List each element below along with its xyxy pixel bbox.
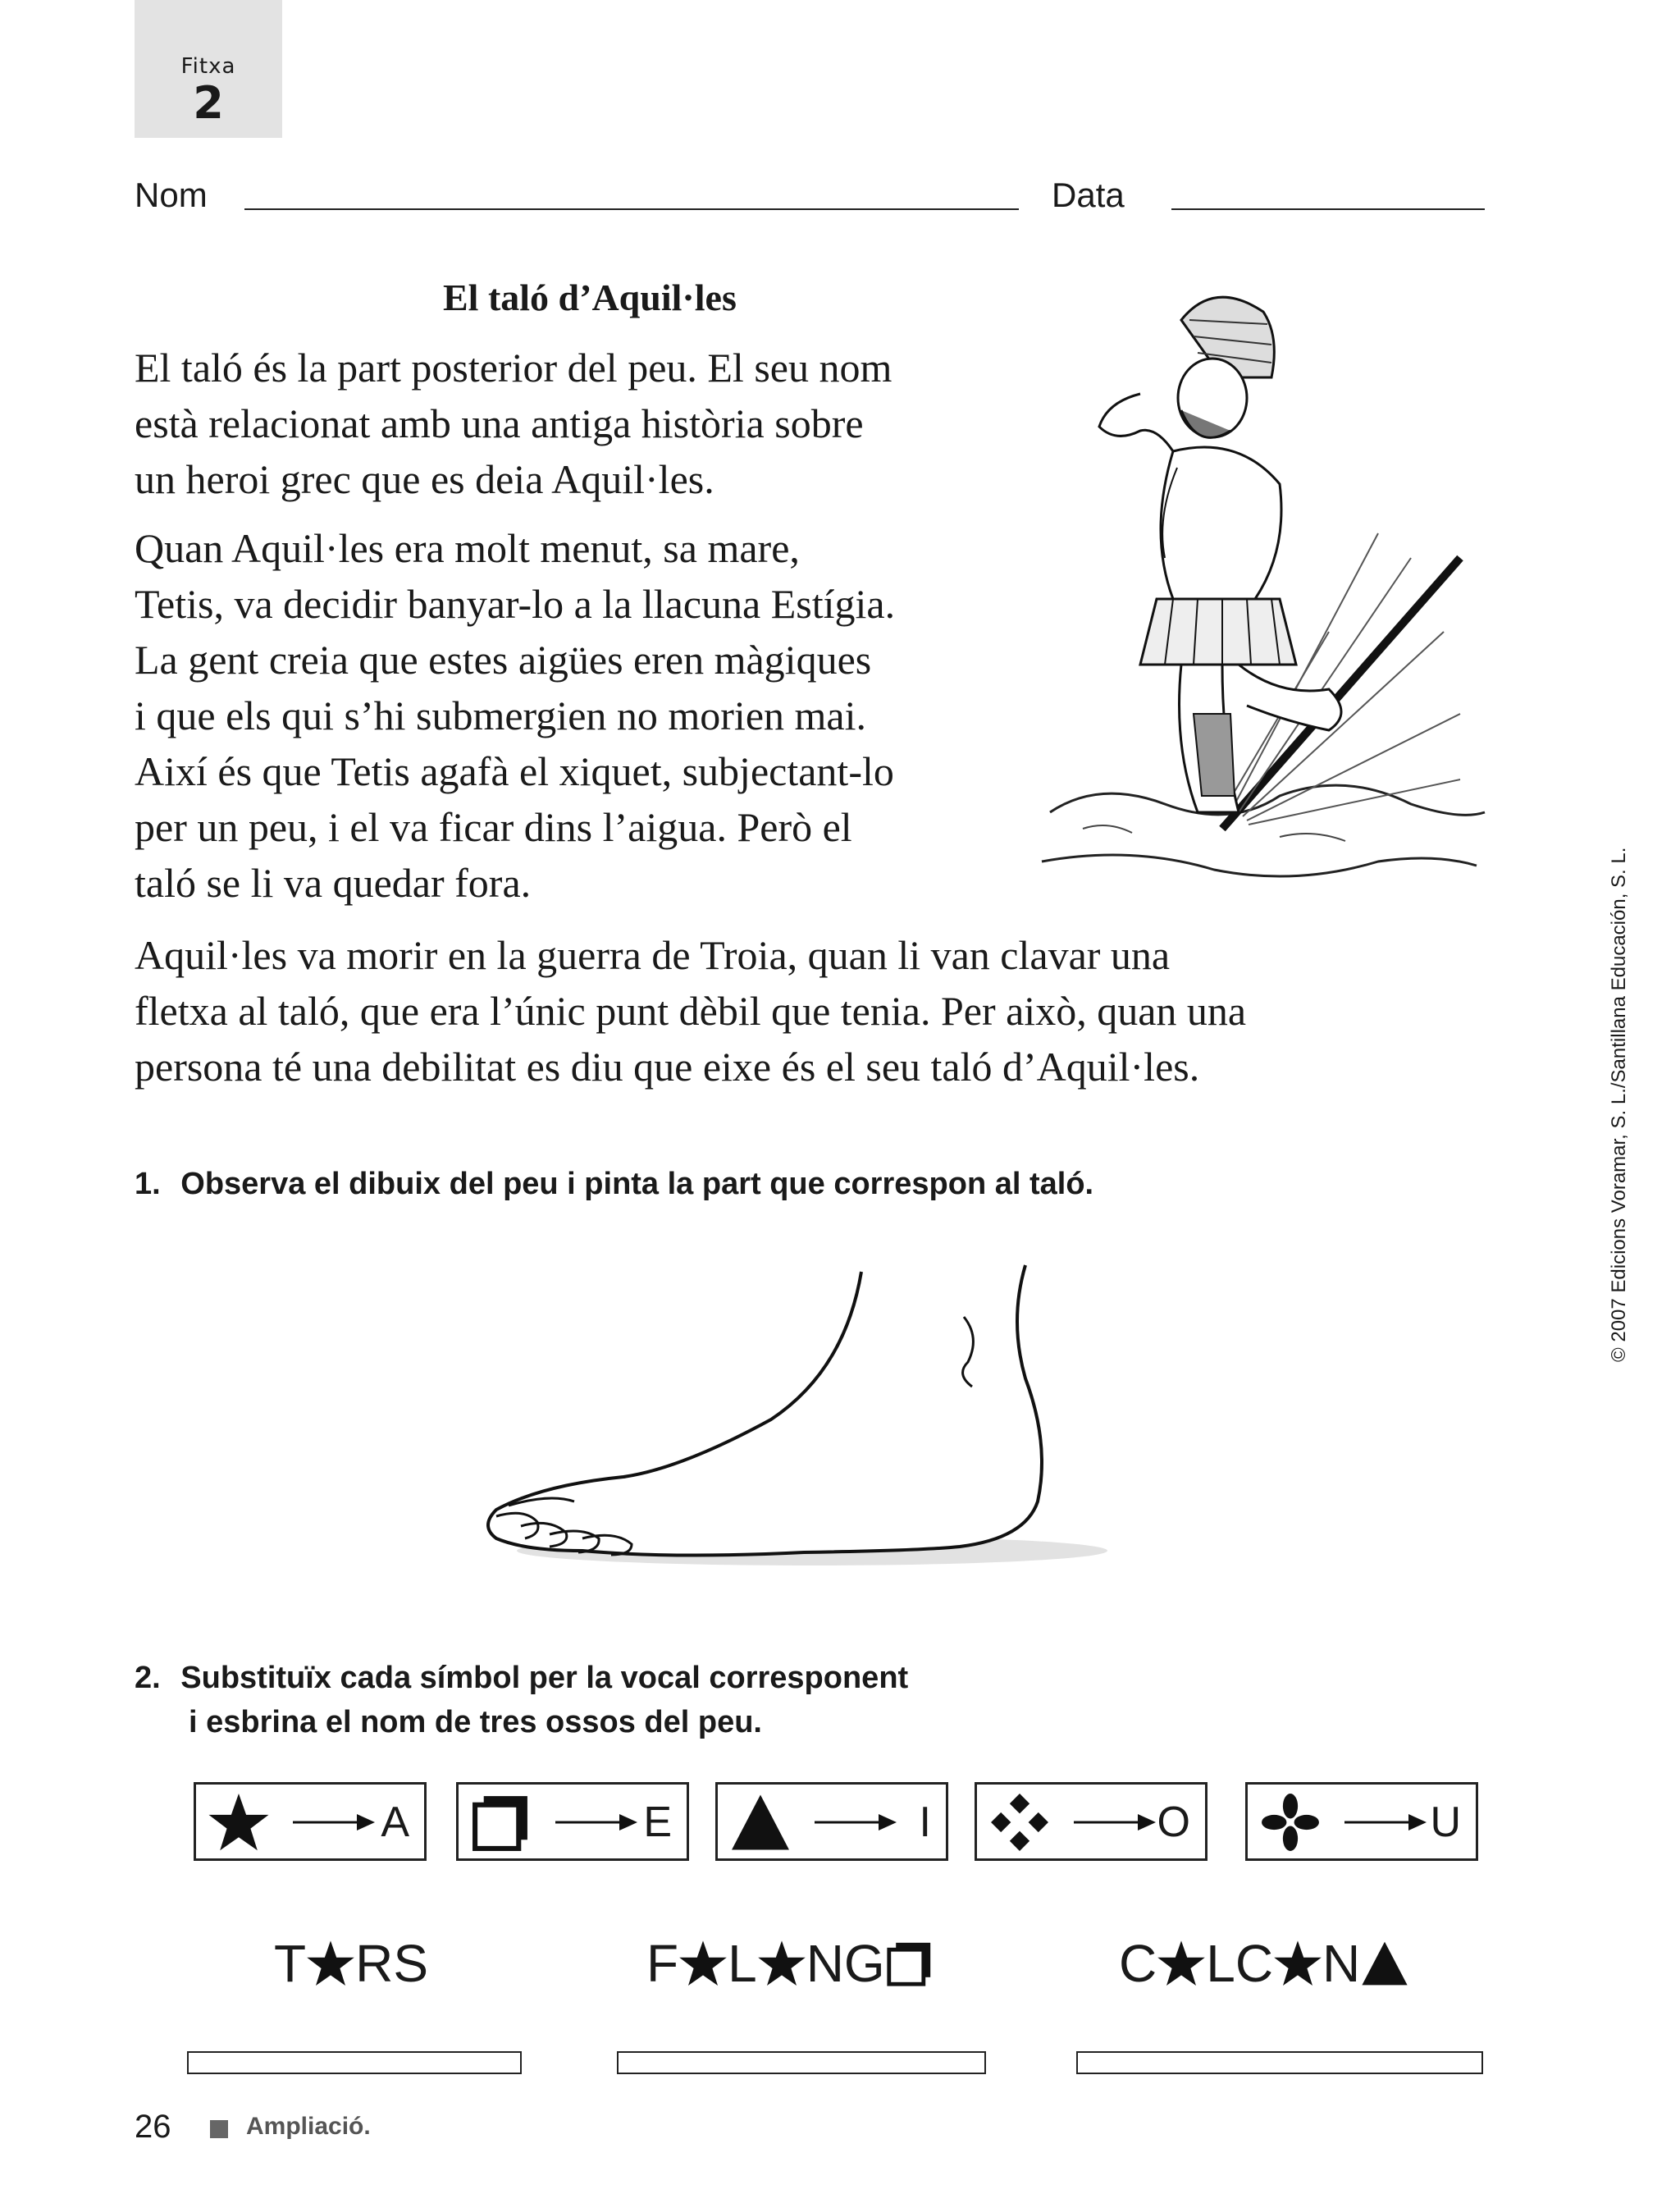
code-key-o bbox=[975, 1782, 1208, 1861]
answer-field-1[interactable] bbox=[187, 2051, 522, 2074]
question-text: Observa el dibuix del peu i pinta la part que correspon al taló. bbox=[180, 1167, 1094, 1201]
vowel-label: U bbox=[1430, 1799, 1461, 1846]
diamond-cluster-icon bbox=[988, 1791, 1051, 1853]
text-line: La gent creia que estes aigües eren màgiques bbox=[135, 637, 872, 683]
text-line: El taló és la part posterior del peu. El seu nom bbox=[135, 345, 892, 391]
text-line: un heroi grec que es deia Aquil·les. bbox=[135, 456, 714, 502]
paragraph-1 bbox=[135, 340, 892, 507]
arrow-icon bbox=[1074, 1812, 1156, 1832]
footer-square-icon bbox=[210, 2120, 228, 2138]
word-part: T bbox=[274, 1934, 307, 1993]
question-number: 1. bbox=[135, 1167, 161, 1201]
text-line: Quan Aquil·les era molt menut, sa mare, bbox=[135, 525, 800, 571]
answer-field-3[interactable] bbox=[1076, 2051, 1483, 2074]
code-key-a bbox=[194, 1782, 427, 1861]
question-2 bbox=[135, 1656, 908, 1744]
vowel-label: E bbox=[643, 1799, 672, 1846]
encoded-word-2 bbox=[646, 1933, 934, 1994]
date-field[interactable] bbox=[1171, 208, 1485, 210]
arrow-icon bbox=[1344, 1812, 1427, 1832]
paragraph-3 bbox=[135, 927, 1246, 1095]
text-line: Aquil·les va morir en la guerra de Troia, quan li van clavar una bbox=[135, 932, 1171, 978]
text-line: fletxa al taló, que era l’únic punt dèbil que tenia. Per això, quan una bbox=[135, 988, 1247, 1034]
vowel-label: O bbox=[1157, 1799, 1190, 1846]
question-1 bbox=[135, 1162, 1093, 1206]
star-icon bbox=[1157, 1939, 1206, 1988]
word-part: RS bbox=[355, 1934, 428, 1993]
word-part: C bbox=[1119, 1934, 1157, 1993]
star-icon bbox=[208, 1791, 270, 1853]
text-line: i que els qui s’hi submergien no morien mai. bbox=[135, 692, 866, 738]
question-number: 2. bbox=[135, 1661, 161, 1695]
star-icon bbox=[678, 1939, 728, 1988]
triangle-icon bbox=[1360, 1939, 1409, 1988]
arrow-icon bbox=[293, 1812, 375, 1832]
name-field[interactable] bbox=[244, 208, 1019, 210]
achilles-illustration bbox=[1034, 287, 1493, 894]
foot-drawing[interactable] bbox=[459, 1255, 1107, 1584]
text-line: per un peu, i el va ficar dins l’aigua. Però el bbox=[135, 804, 852, 850]
star-icon bbox=[1273, 1939, 1322, 1988]
question-text-line: Substituïx cada símbol per la vocal corresponent bbox=[180, 1661, 909, 1695]
code-key-u bbox=[1245, 1782, 1478, 1861]
page-number: 26 bbox=[135, 2109, 171, 2145]
text-line: està relacionat amb una antiga història sobre bbox=[135, 400, 864, 446]
text-line: Així és que Tetis agafà el xiquet, subjectant-lo bbox=[135, 748, 894, 794]
word-part: F bbox=[646, 1934, 679, 1993]
text-line: taló se li va quedar fora. bbox=[135, 860, 532, 906]
text-line: Tetis, va decidir banyar-lo a la llacuna Estígia. bbox=[135, 581, 896, 627]
star-icon bbox=[306, 1939, 355, 1988]
worksheet-label: Fitxa bbox=[180, 54, 236, 79]
arrow-icon bbox=[555, 1812, 637, 1832]
square-icon bbox=[885, 1939, 934, 1988]
vowel-label: I bbox=[919, 1799, 931, 1846]
arrow-icon bbox=[815, 1812, 897, 1832]
paragraph-2 bbox=[135, 520, 895, 911]
encoded-word-1 bbox=[274, 1933, 428, 1994]
code-key-e bbox=[456, 1782, 689, 1861]
worksheet-number: 2 bbox=[193, 77, 224, 129]
section-label: Ampliació. bbox=[246, 2113, 371, 2140]
name-label: Nom bbox=[135, 176, 208, 214]
word-part: L bbox=[728, 1934, 757, 1993]
answer-field-2[interactable] bbox=[617, 2051, 986, 2074]
triangle-icon bbox=[729, 1791, 792, 1853]
date-label: Data bbox=[1052, 176, 1125, 214]
word-part: NG bbox=[806, 1934, 885, 1993]
worksheet-badge bbox=[135, 0, 282, 138]
word-part: LC bbox=[1206, 1934, 1274, 1993]
star-icon bbox=[757, 1939, 806, 1988]
copyright-notice: © 2007 Edicions Voramar, S. L./Santillana Educación, S. L. bbox=[1608, 847, 1630, 1362]
question-text-line: i esbrina el nom de tres ossos del peu. bbox=[189, 1705, 762, 1739]
quatrefoil-icon bbox=[1259, 1791, 1322, 1853]
encoded-word-3 bbox=[1119, 1933, 1409, 1994]
text-line: persona té una debilitat es diu que eixe és el seu taló d’Aquil·les. bbox=[135, 1044, 1200, 1090]
code-key-i bbox=[715, 1782, 948, 1861]
word-part: N bbox=[1322, 1934, 1361, 1993]
square-icon bbox=[470, 1791, 532, 1853]
vowel-label: A bbox=[381, 1799, 409, 1846]
reading-title: El taló d’Aquil·les bbox=[443, 277, 737, 318]
